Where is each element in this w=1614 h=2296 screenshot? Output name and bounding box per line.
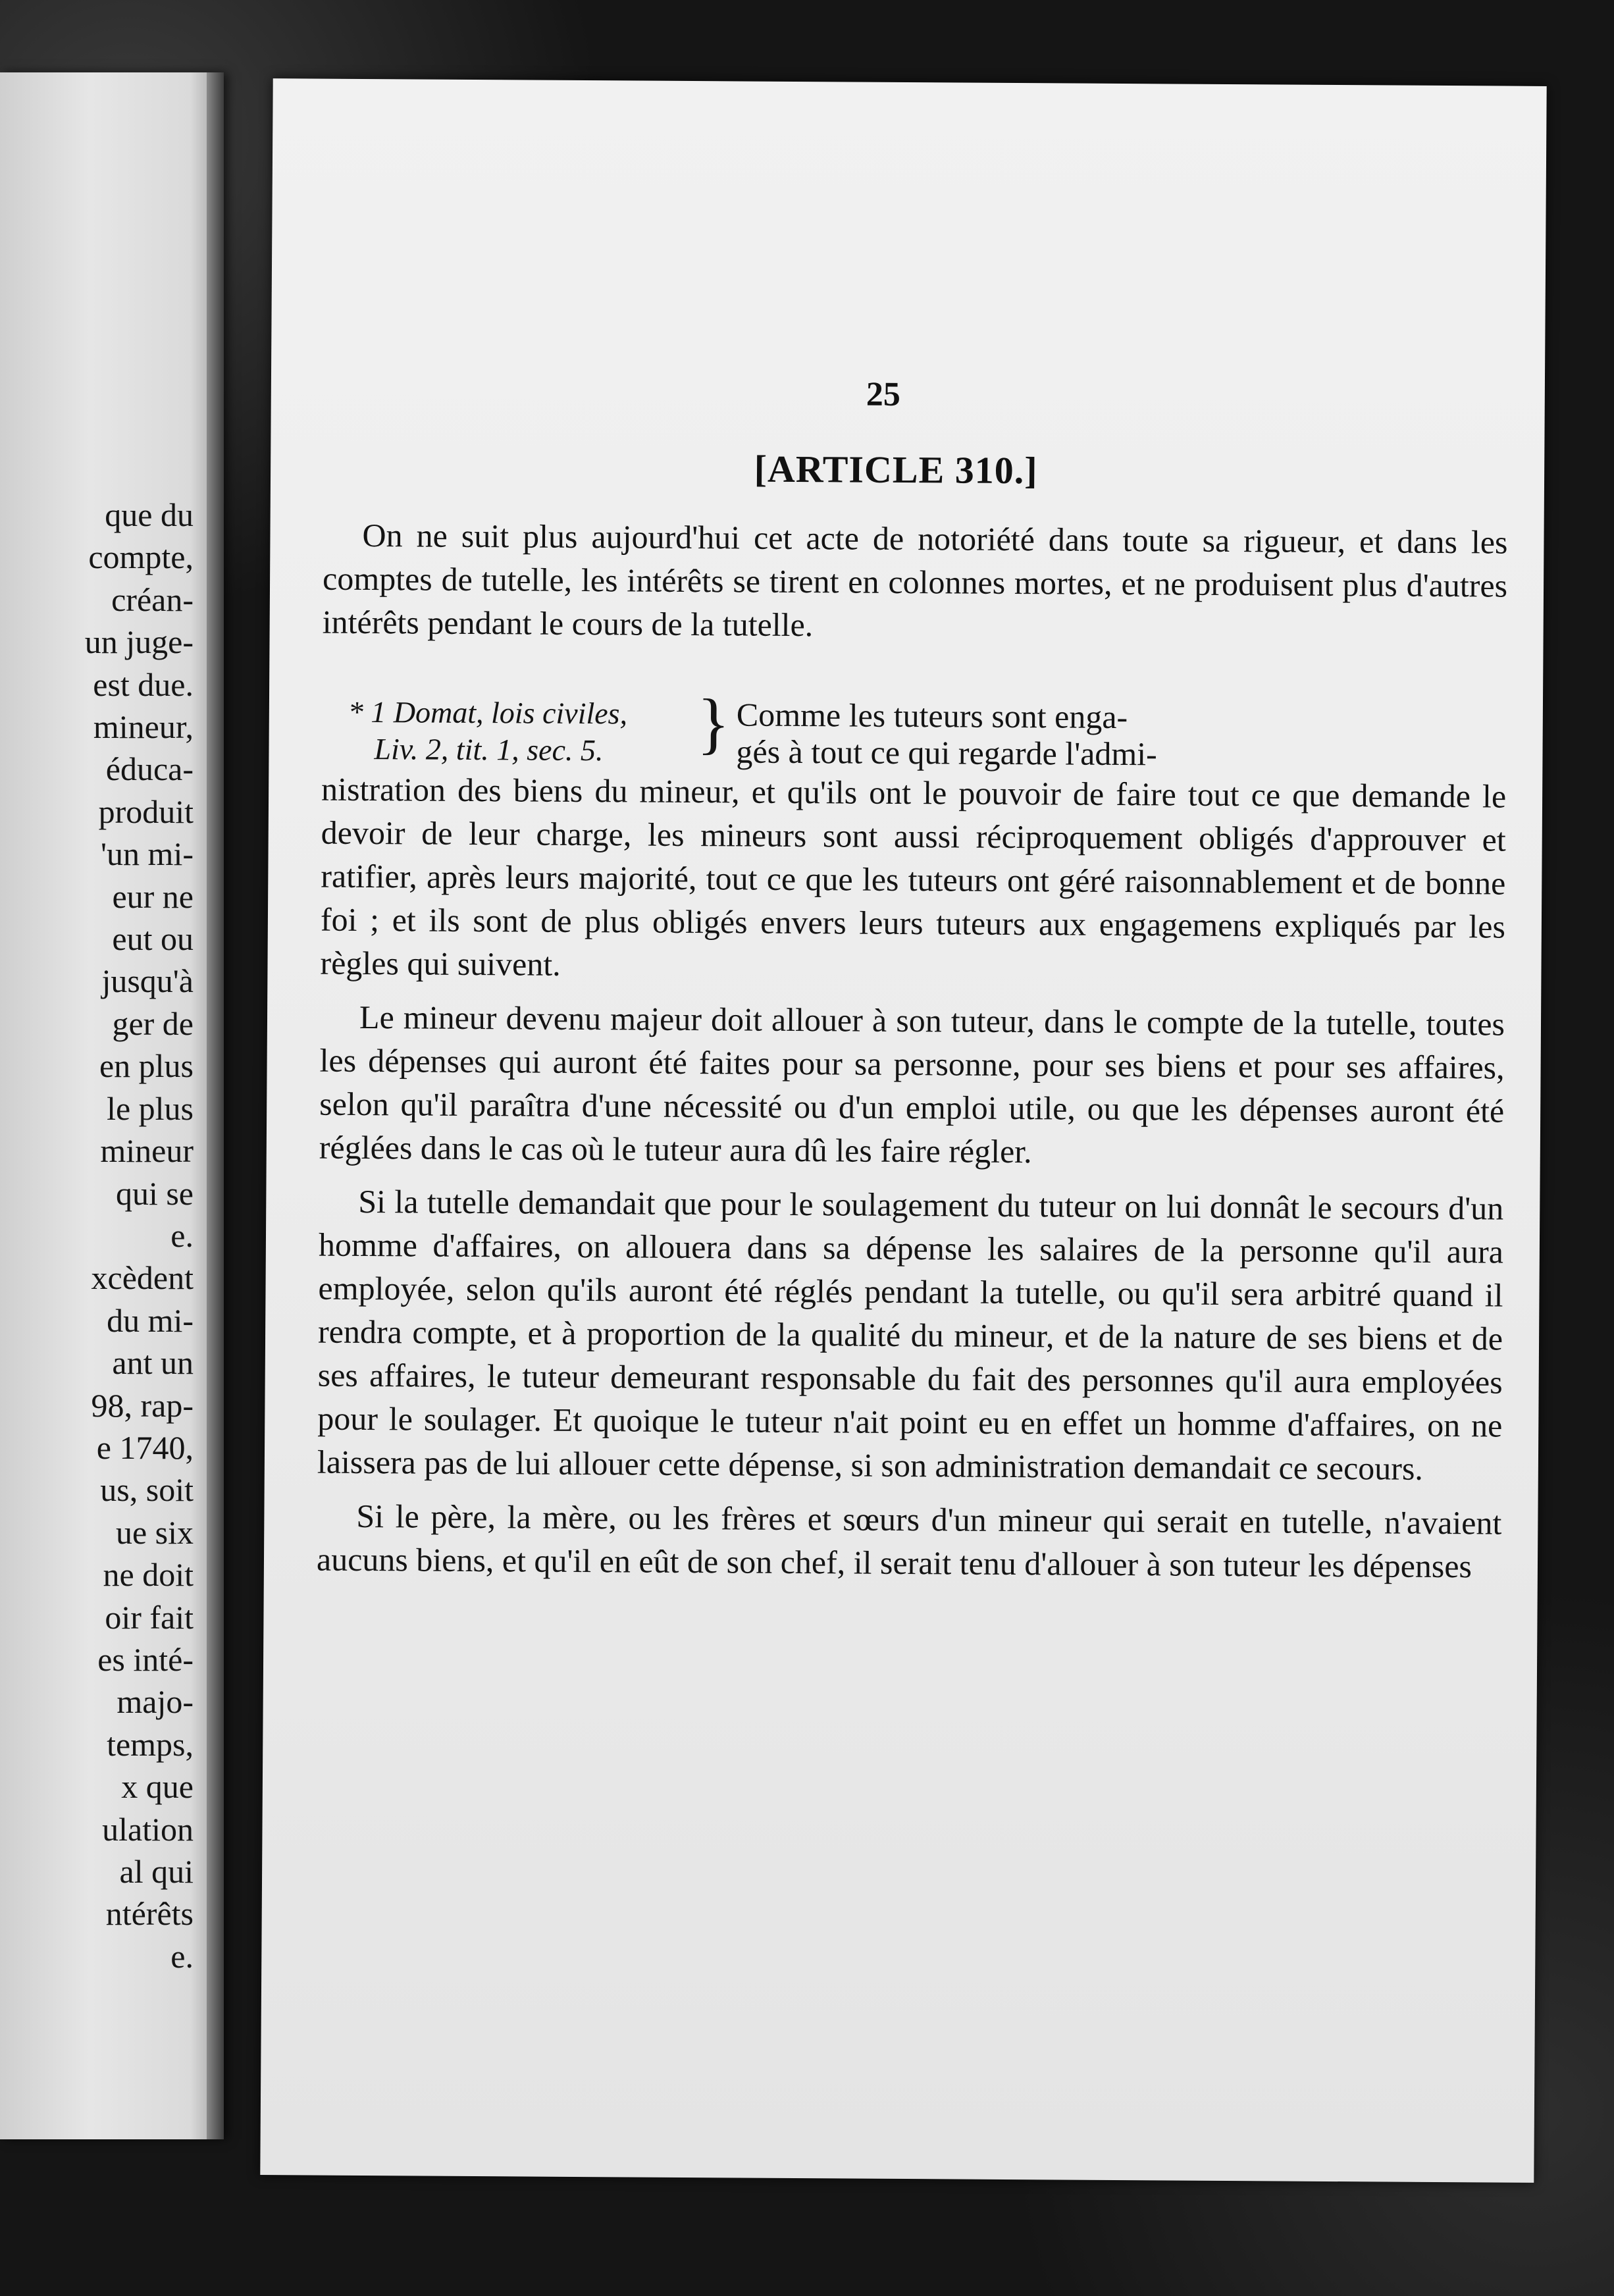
left-page-line: e. [170, 1216, 194, 1254]
left-page-line: us, soit [100, 1471, 194, 1509]
citation-line-2: Liv. 2, tit. 1, sec. 5. [374, 732, 604, 768]
paragraph-5: Si le père, la mère, ou les frères et sœurs d'un mineur qui serait en tutelle, n'avaient aucuns biens, et qu'il en eût de son chef, il serait tenu d'allouer à son tuteur les dépenses [316, 1497, 1502, 1585]
left-page-line: du mi- [107, 1301, 194, 1339]
reference-text-line-1: Comme les tuteurs sont enga- [736, 696, 1128, 736]
left-page-line: ulation [102, 1810, 194, 1848]
left-page-line: qui se [115, 1174, 194, 1212]
left-page-line: majo- [117, 1683, 194, 1721]
reference-block [321, 685, 1507, 775]
left-page-line: eur ne [112, 877, 194, 915]
left-page-line: mineur, [93, 708, 194, 746]
left-page-line: ger de [112, 1004, 194, 1042]
left-page-line: un juge- [84, 623, 194, 661]
page-number: 25 [866, 375, 901, 413]
left-page [0, 72, 224, 2139]
left-page-text [85, 494, 194, 1977]
book-spine [207, 72, 224, 2139]
left-page-line: e. [170, 1937, 194, 1975]
left-page-line: temps, [107, 1725, 194, 1763]
left-page-line: en plus [99, 1047, 194, 1085]
left-page-line: e 1740, [96, 1428, 194, 1466]
left-page-line: compte, [88, 538, 194, 576]
paragraph-4: Si la tutelle demandait que pour le soulagement du tuteur on lui donnât le secours d'un homme d'affaires, on allouera dans sa dépense les salaires de la personne qu'il aura employée, selon qu'ils auront été réglés pendant la tutelle, ou qu'il sera arbitré quand il rendra compte, et à proportion de la qualité du mineur, et de la nature de ses biens et de ses affaires, le tuteur demeurant responsable du fait des personnes qu'il aura employées pour le soulager. Et quoique le tuteur n'ait point eu en effet un homme d'affaires, on ne laissera pas de lui allouer cette dépense, si son administration demandait ce secours. [317, 1182, 1504, 1487]
left-page-line: 'un mi- [101, 835, 194, 873]
paragraph-1: On ne suit plus aujourd'hui cet acte de notoriété dans toute sa rigueur, et dans les comptes de tutelle, les intérêts se tirent en colonnes mortes, et ne produisent plus d'autres intérêts pendant le cours de la tutelle. [322, 516, 1508, 644]
body-text [317, 513, 1508, 1588]
left-page-line: le plus [107, 1089, 194, 1127]
left-page-line: ne doit [103, 1556, 194, 1594]
reference-citation [321, 694, 690, 770]
left-page-line: produit [98, 793, 194, 830]
left-page-line: éduca- [105, 750, 194, 788]
left-page-line: mineur [100, 1132, 194, 1170]
right-page [260, 78, 1546, 2183]
left-page-line: oir fait [105, 1598, 194, 1636]
article-heading: [ARTICLE 310.] [754, 447, 1038, 492]
left-page-line: al qui [119, 1853, 194, 1890]
left-page-line: 98, rap- [91, 1386, 194, 1424]
paragraph-2-continued: nistration des biens du mineur, et qu'ils ont le pouvoir de faire tout ce que demande le devoir de leur charge, les mineurs sont aussi réciproquement obligés d'approuver et ratifier, après leurs majorité, tout ce que les tuteurs ont géré raisonnablement et de bonne foi ; et ils sont de plus obligés envers leurs tuteurs aux engagemens expliqués par les règles qui suivent. [320, 770, 1507, 983]
left-page-line: eut ou [112, 920, 194, 958]
left-page-line: x que [121, 1768, 194, 1806]
left-page-line: es inté- [97, 1640, 194, 1678]
left-page-line: que du [105, 496, 194, 533]
left-page-line: est due. [93, 665, 194, 703]
left-page-line: ue six [115, 1513, 194, 1551]
citation-brace: } [696, 685, 731, 762]
left-page-line: jusqu'à [101, 962, 194, 1000]
citation-line-1: * 1 Domat, lois civiles, [348, 694, 628, 731]
left-page-line: créan- [111, 581, 194, 618]
left-page-line: ant un [112, 1344, 194, 1382]
left-page-line: xcèdent [91, 1259, 194, 1297]
left-page-line: ntérêts [105, 1895, 194, 1933]
paragraph-3: Le mineur devenu majeur doit allouer à son tuteur, dans le compte de la tutelle, toutes les dépenses qui auront été faites pour sa personne, pour ses biens et pour ses affaires, selon qu'il paraîtra d'une nécessité ou d'un emploi utile, ou que les dépenses auront été réglées dans le cas où le tuteur aura dû les faire régler. [319, 998, 1505, 1170]
reference-text [736, 696, 1507, 774]
reference-text-line-2: gés à tout ce qui regarde l'admi- [736, 733, 1157, 773]
